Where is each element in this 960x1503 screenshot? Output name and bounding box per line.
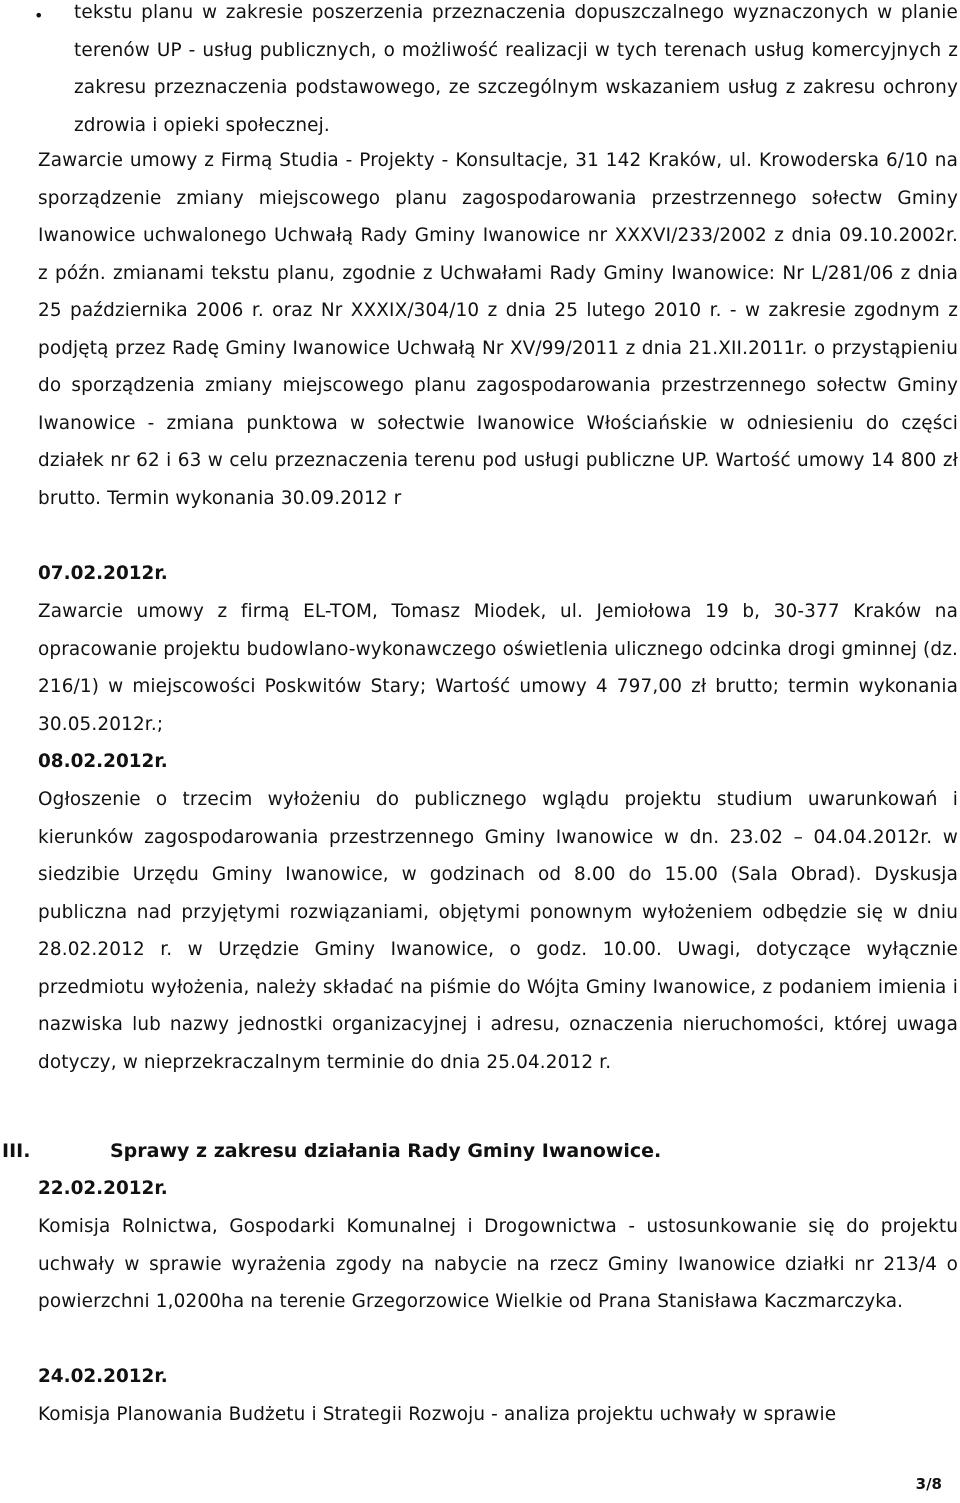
paragraph-komisja-planowania: Komisja Planowania Budżetu i Strategii Rozwoju - analiza projektu uchwały w sprawie [38, 1404, 837, 1425]
entry-date: 24.02.2012r. [38, 1366, 168, 1387]
paragraph-ogloszenie-studium: Ogłoszenie o trzecim wyłożeniu do publicznego wglądu projektu studium uwarunkowań i kierunków zagospodarowania przestrzennego Gminy Iwanowice w dn. 23.02 – 04.04.2012r. w siedzibie Urzędu Gminy Iwanowice, w godzinach od 8.00 do 15.00 (Sala Obrad). Dyskusja publiczna nad przyjętymi rozwiązaniami, objętymi ponownym wyłożeniem odbędzie się w dniu 28.02.2012 r. w Urzędzie Gminy Iwanowice, o godz. 10.00. Uwagi, dotyczące wyłącznie przedmiotu wyłożenia, należy składać na piśmie do Wójta Gminy Iwanowice, z podaniem imienia i nazwiska lub nazwy jednostki organizacyjnej i adresu, oznaczenia nieruchomości, której uwaga dotyczy, w nieprzekraczalnym terminie do dnia 25.04.2012 r. [38, 789, 958, 1073]
bullet-icon: • [34, 6, 44, 25]
bullet-paragraph: tekstu planu w zakresie poszerzenia przeznaczenia dopuszczalnego wyznaczonych w planie terenów UP - usług publicznych, o możliwość realizacji w tych terenach usług komercyjnych z zakresu przeznaczenia podstawowego, ze szczególnym wskazaniem usług z zakresu ochrony zdrowia i opieki społecznej. [74, 2, 958, 136]
paragraph-umowa-el-tom: Zawarcie umowy z firmą EL-TOM, Tomasz Miodek, ul. Jemiołowa 19 b, 30-377 Kraków na opracowanie projektu budowlano-wykonawczego oświetlenia ulicznego odcinka drogi gminnej (dz. 216/1) w miejscowości Poskwitów Stary; Wartość umowy 4 797,00 zł brutto; termin wykonania 30.05.2012r.; [38, 601, 958, 735]
section-title: Sprawy z zakresu działania Rady Gminy Iwanowice. [110, 1140, 662, 1162]
page-number: 3/8 [915, 1475, 942, 1493]
paragraph-umowa-studia-projekty: Zawarcie umowy z Firmą Studia - Projekty - Konsultacje, 31 142 Kraków, ul. Krowoderska 6/10 na sporządzenie zmiany miejscowego planu zagospodarowania przestrzennego sołectw Gminy Iwanowice uchwalonego Uchwałą Rady Gminy Iwanowice nr XXXVI/233/2002 z dnia 09.10.2002r. z późn. zmianami tekstu planu, zgodnie z Uchwałami Rady Gminy Iwanowice: Nr L/281/06 z dnia 25 października 2006 r. oraz Nr XXXIX/304/10 z dnia 25 lutego 2010 r. - w zakresie zgodnym z podjętą przez Radę Gminy Iwanowice Uchwałą Nr XV/99/2011 z dnia 21.XII.2011r. o przystąpieniu do sporządzenia zmiany miejscowego planu zagospodarowania przestrzennego sołectw Gminy Iwanowice - zmiana punktowa w sołectwie Iwanowice Włościańskie w odniesieniu do części działek nr 62 i 63 w celu przeznaczenia terenu pod usługi publiczne UP. Wartość umowy 14 800 zł brutto. Termin wykonania 30.09.2012 r [38, 150, 958, 509]
entry-date: 07.02.2012r. [38, 563, 168, 584]
entry-date: 08.02.2012r. [38, 751, 168, 772]
section-number: III. [2, 1140, 31, 1162]
entry-date: 22.02.2012r. [38, 1178, 168, 1199]
paragraph-komisja-rolnictwa: Komisja Rolnictwa, Gospodarki Komunalnej i Drogownictwa - ustosunkowanie się do projektu uchwały w sprawie wyrażenia zgody na nabycie na rzecz Gminy Iwanowice działki nr 213/4 o powierzchni 1,0200ha na terenie Grzegorzowice Wielkie od Prana Stanisława Kaczmarczyka. [38, 1216, 958, 1313]
